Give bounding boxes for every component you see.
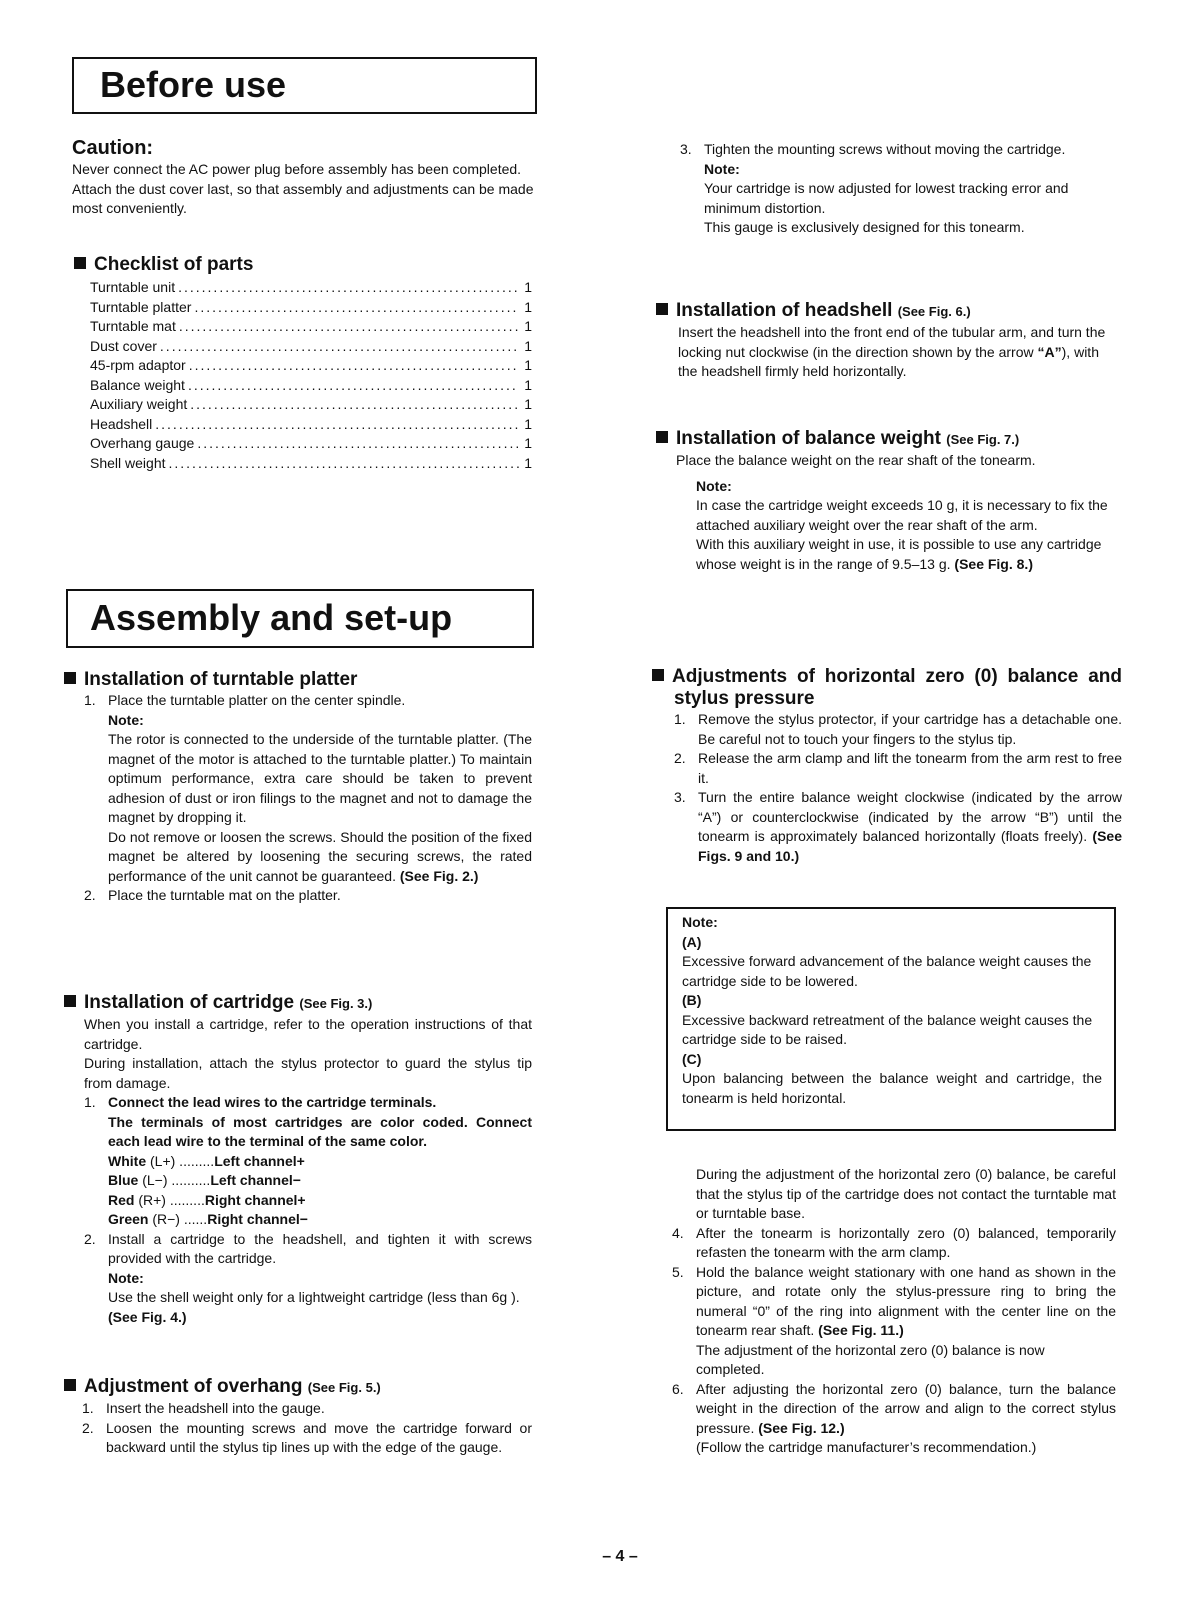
before-use-title-box [72,57,537,114]
part-qty: 1 [524,279,532,295]
step-text: Hold the balance weight stationary with one hand as shown in the picture, and rotate only the stylus-pressure ring to bring the numeral “0” of the ring into alignment with the center line on the tonearm rear shaft. (See Fig. 11.) [696,1263,1116,1338]
step-number: 5. [672,1263,684,1280]
square-bullet-icon [64,672,76,684]
zero-balance-steps [674,710,1122,866]
part-name: 45-rpm adaptor [90,357,186,373]
step-text: Place the turntable platter on the center spindle. [108,692,406,708]
wire-color: Blue (L−) .......... [108,1172,211,1188]
checklist-row [90,454,532,474]
list-item [84,1230,532,1328]
list-item [82,1399,532,1419]
before-use-title: Before use [100,64,287,105]
list-item [672,1263,1116,1380]
wire-row [108,1191,532,1211]
part-qty: 1 [524,435,532,451]
platter-heading-text: Installation of turntable platter [84,669,358,690]
balance-weight-section [656,428,1122,574]
step-number: 2. [84,1230,96,1247]
note-text-body: Do not remove or loosen the screws. Should the position of the fixed magnet be altered by loosening the securing screws, the rated performance of the unit cannot be guaranteed. [108,828,532,884]
step-number: 1. [674,711,686,727]
step-text: Connect the lead wires to the cartridge terminals. [108,1094,437,1110]
checklist-row [90,298,532,318]
intro-text: When you install a cartridge, refer to the operation instructions of that cartridge. [84,1016,532,1052]
part-name: Overhang gauge [90,435,195,451]
checklist-row [90,395,532,415]
part-name: Balance weight [90,376,185,393]
step-text: After adjusting the horizontal zero (0) balance, turn the balance weight in the direction of the arrow and align to the correct stylus pressure. (See Fig. 12.) [696,1380,1116,1436]
overhang-heading-text: Adjustment of overhang [84,1376,303,1397]
list-item [84,691,532,886]
headshell-heading [656,300,1122,323]
checklist-section [74,254,532,473]
checklist-heading [74,254,532,276]
platter-steps [84,691,532,906]
part-qty: 1 [524,415,532,432]
part-name: Auxiliary weight [90,396,188,412]
part-name: Headshell [90,415,153,432]
step-text: The adjustment of the horizontal zero (0) balance is now completed. [696,1341,1045,1377]
caution-heading: Caution: [72,137,154,159]
checklist-row [90,415,532,435]
step-text: Install a cartridge to the headshell, and tighten it with screws provided with the cartridge. [108,1230,532,1266]
zero-balance-heading [652,666,1122,710]
step-text: After the tonearm is horizontally zero (0) balanced, temporarily refasten the tonearm with the arm clamp. [696,1224,1116,1260]
figure-ref: (See Fig. 8.) [954,555,1033,572]
step-number: 3. [680,141,692,157]
caution-section [72,137,538,219]
note-text-body: With this auxiliary weight in use, it is possible to use any cartridge whose weight is in the range of 9.5–13 g. [696,536,1102,572]
list-item [84,1093,532,1230]
wire-row [108,1171,532,1191]
step-text: Turn the entire balance weight clockwise (indicated by the arrow “A”) or counterclockwise (indicated by the arrow “B”) until the tonearm is approximately balanced horizontally (floats freely). (See Figs. 9 and 10.) [698,789,1122,864]
step-number: 1. [84,1094,96,1110]
step-text: Release the arm clamp and lift the tonearm from the arm rest to free it. [698,750,1122,786]
note-label: Note: [704,160,740,177]
cartridge-section [64,992,532,1327]
figure-ref: (See Fig. 4.) [108,1308,187,1325]
part-name: Turntable unit [90,279,176,295]
step-text: Insert the headshell into the gauge. [106,1400,325,1416]
wire-channel: Left channel− [210,1172,301,1188]
square-bullet-icon [652,669,664,681]
zero-balance-heading-text: Adjustments of horizontal zero (0) balance and stylus pressure [672,666,1122,709]
cartridge-heading [64,992,532,1015]
zero-balance-section [652,666,1122,866]
part-qty: 1 [524,318,532,334]
note-text: The rotor is connected to the underside of the turntable platter. (The magnet of the motor is attached to the turntable platter.) To maintain optimum performance, extra care should be taken to prevent adhesion of dust or iron filings to the magnet and not to damage the magnet by dropping it. [108,731,532,825]
wire-channel: Right channel+ [204,1191,306,1208]
wire-channel: Left channel+ [214,1152,305,1169]
step-number: 4. [672,1224,684,1241]
square-bullet-icon [656,303,668,315]
note-item-label: (A) [682,933,702,950]
overhang-section [64,1376,532,1458]
balance-weight-heading-text: Installation of balance weight [676,428,941,449]
step-text: Remove the stylus protector, if your cartridge has a detachable one. Be careful not to touch your fingers to the stylus tip. [698,711,1122,747]
note-label: Note: [696,477,732,494]
caution-line-1: Never connect the AC power plug before assembly has been completed. [72,161,522,177]
balance-weight-body: Place the balance weight on the rear shaft of the tonearm. [676,452,1036,468]
headshell-body: Insert the headshell into the front end of the tubular arm, and turn the locking nut clockwise (in the direction shown by the arrow “A”), with the headshell firmly held horizontally. [678,324,1106,379]
note-text: Your cartridge is now adjusted for lowest tracking error and minimum distortion. [704,180,1069,216]
figure-ref: (See Fig. 2.) [399,867,479,884]
square-bullet-icon [64,995,76,1007]
step-text: (Follow the cartridge manufacturer’s recommendation.) [696,1439,1037,1455]
list-item [672,1380,1116,1458]
list-item [674,788,1122,866]
wire-table [108,1152,532,1230]
note-item-text: Upon balancing between the balance weight and cartridge, the tonearm is held horizontal. [682,1070,1102,1106]
platter-section [64,669,532,906]
balance-weight-heading [656,428,1122,451]
list-item [84,886,532,906]
note-label: Note: [108,711,144,728]
step-text: Loosen the mounting screws and move the cartridge forward or backward until the stylus tip lines up with the edge of the gauge. [106,1419,532,1455]
wire-row [108,1210,532,1230]
note-item-label: (B) [682,992,702,1008]
step-text: The terminals of most cartridges are color coded. Connect each lead wire to the terminal of the same color. [108,1113,532,1149]
part-qty: 1 [524,376,532,393]
note-label: Note: [108,1269,144,1286]
list-item [674,710,1122,749]
wire-color: Green (R−) ...... [108,1211,208,1227]
zero-balance-steps-cont [672,1224,1116,1458]
note-text-body: Use the shell weight only for a lightweight cartridge (less than 6g ). [108,1289,520,1305]
checklist-row [90,317,532,337]
step-number: 2. [82,1419,94,1436]
overhang-step-3 [680,140,1122,238]
part-qty: 1 [524,298,532,315]
note-text [108,1288,532,1327]
overhang-heading [64,1376,532,1399]
wire-channel: Right channel− [207,1211,308,1227]
part-qty: 1 [524,396,532,412]
figure-ref: (See Fig. 3.) [299,996,373,1011]
list-item [82,1419,532,1458]
part-qty: 1 [524,454,532,471]
list-item [680,140,1122,238]
note-text: This gauge is exclusively designed for this tonearm. [704,219,1025,235]
note-text [108,828,532,887]
step-text: Tighten the mounting screws without moving the cartridge. [704,141,1066,157]
assembly-title-box [66,589,534,648]
overhang-steps [82,1399,532,1458]
checklist-row [90,337,532,357]
part-qty: 1 [524,357,532,373]
wire-color: White (L+) ......... [108,1152,215,1169]
list-item [672,1224,1116,1263]
step-number: 3. [674,789,686,805]
headshell-section [656,300,1122,382]
part-name: Shell weight [90,454,166,471]
wire-row [108,1152,532,1172]
wire-color: Red (R+) ......... [108,1191,205,1208]
note-label: Note: [682,914,718,930]
part-name: Turntable mat [90,318,176,334]
checklist-heading-text: Checklist of parts [94,254,254,275]
headshell-heading-text: Installation of headshell [676,300,893,321]
cartridge-steps [84,1093,532,1327]
step-number: 2. [84,887,96,903]
list-item [674,749,1122,788]
cartridge-heading-text: Installation of cartridge [84,992,295,1013]
page-number: – 4 – [602,1548,638,1565]
caution-line-2: Attach the dust cover last, so that assembly and adjustments can be made most conveniently. [72,180,534,216]
square-bullet-icon [74,257,86,269]
figure-ref: (See Fig. 7.) [946,432,1020,447]
note-text: In case the cartridge weight exceeds 10 g, it is necessary to fix the attached auxiliary weight over the rear shaft of the arm. [696,497,1108,533]
step-number: 1. [84,692,96,708]
part-name: Dust cover [90,337,157,354]
checklist-row [90,356,532,376]
checklist-row [90,376,532,396]
zero-balance-continued [672,1165,1116,1458]
figure-ref: (See Fig. 6.) [897,304,971,319]
checklist [90,278,532,473]
note-item-text: Excessive backward retreatment of the balance weight causes the cartridge side to be raised. [682,1011,1093,1047]
square-bullet-icon [656,431,668,443]
platter-heading [64,669,532,691]
assembly-title: Assembly and set-up [90,597,453,638]
note-text [696,535,1122,574]
step-text: Place the turntable mat on the platter. [108,887,341,903]
part-qty: 1 [524,337,532,354]
balance-note-box [666,907,1116,1131]
part-name: Turntable platter [90,298,192,315]
note-item-label: (C) [682,1050,702,1067]
figure-ref: (See Fig. 5.) [307,1380,381,1395]
intro-text: During installation, attach the stylus protector to guard the stylus tip from damage. [84,1055,532,1091]
note-item-text: Excessive forward advancement of the balance weight causes the cartridge side to be lowered. [682,953,1092,989]
overhang-steps-cont [680,140,1122,238]
step-number: 1. [82,1400,94,1416]
checklist-row [90,434,532,454]
caution-text: During the adjustment of the horizontal zero (0) balance, be careful that the stylus tip of the cartridge does not contact the turntable mat or turntable base. [696,1166,1116,1221]
checklist-row [90,278,532,298]
square-bullet-icon [64,1379,76,1391]
step-number: 6. [672,1380,684,1397]
step-number: 2. [674,750,686,766]
